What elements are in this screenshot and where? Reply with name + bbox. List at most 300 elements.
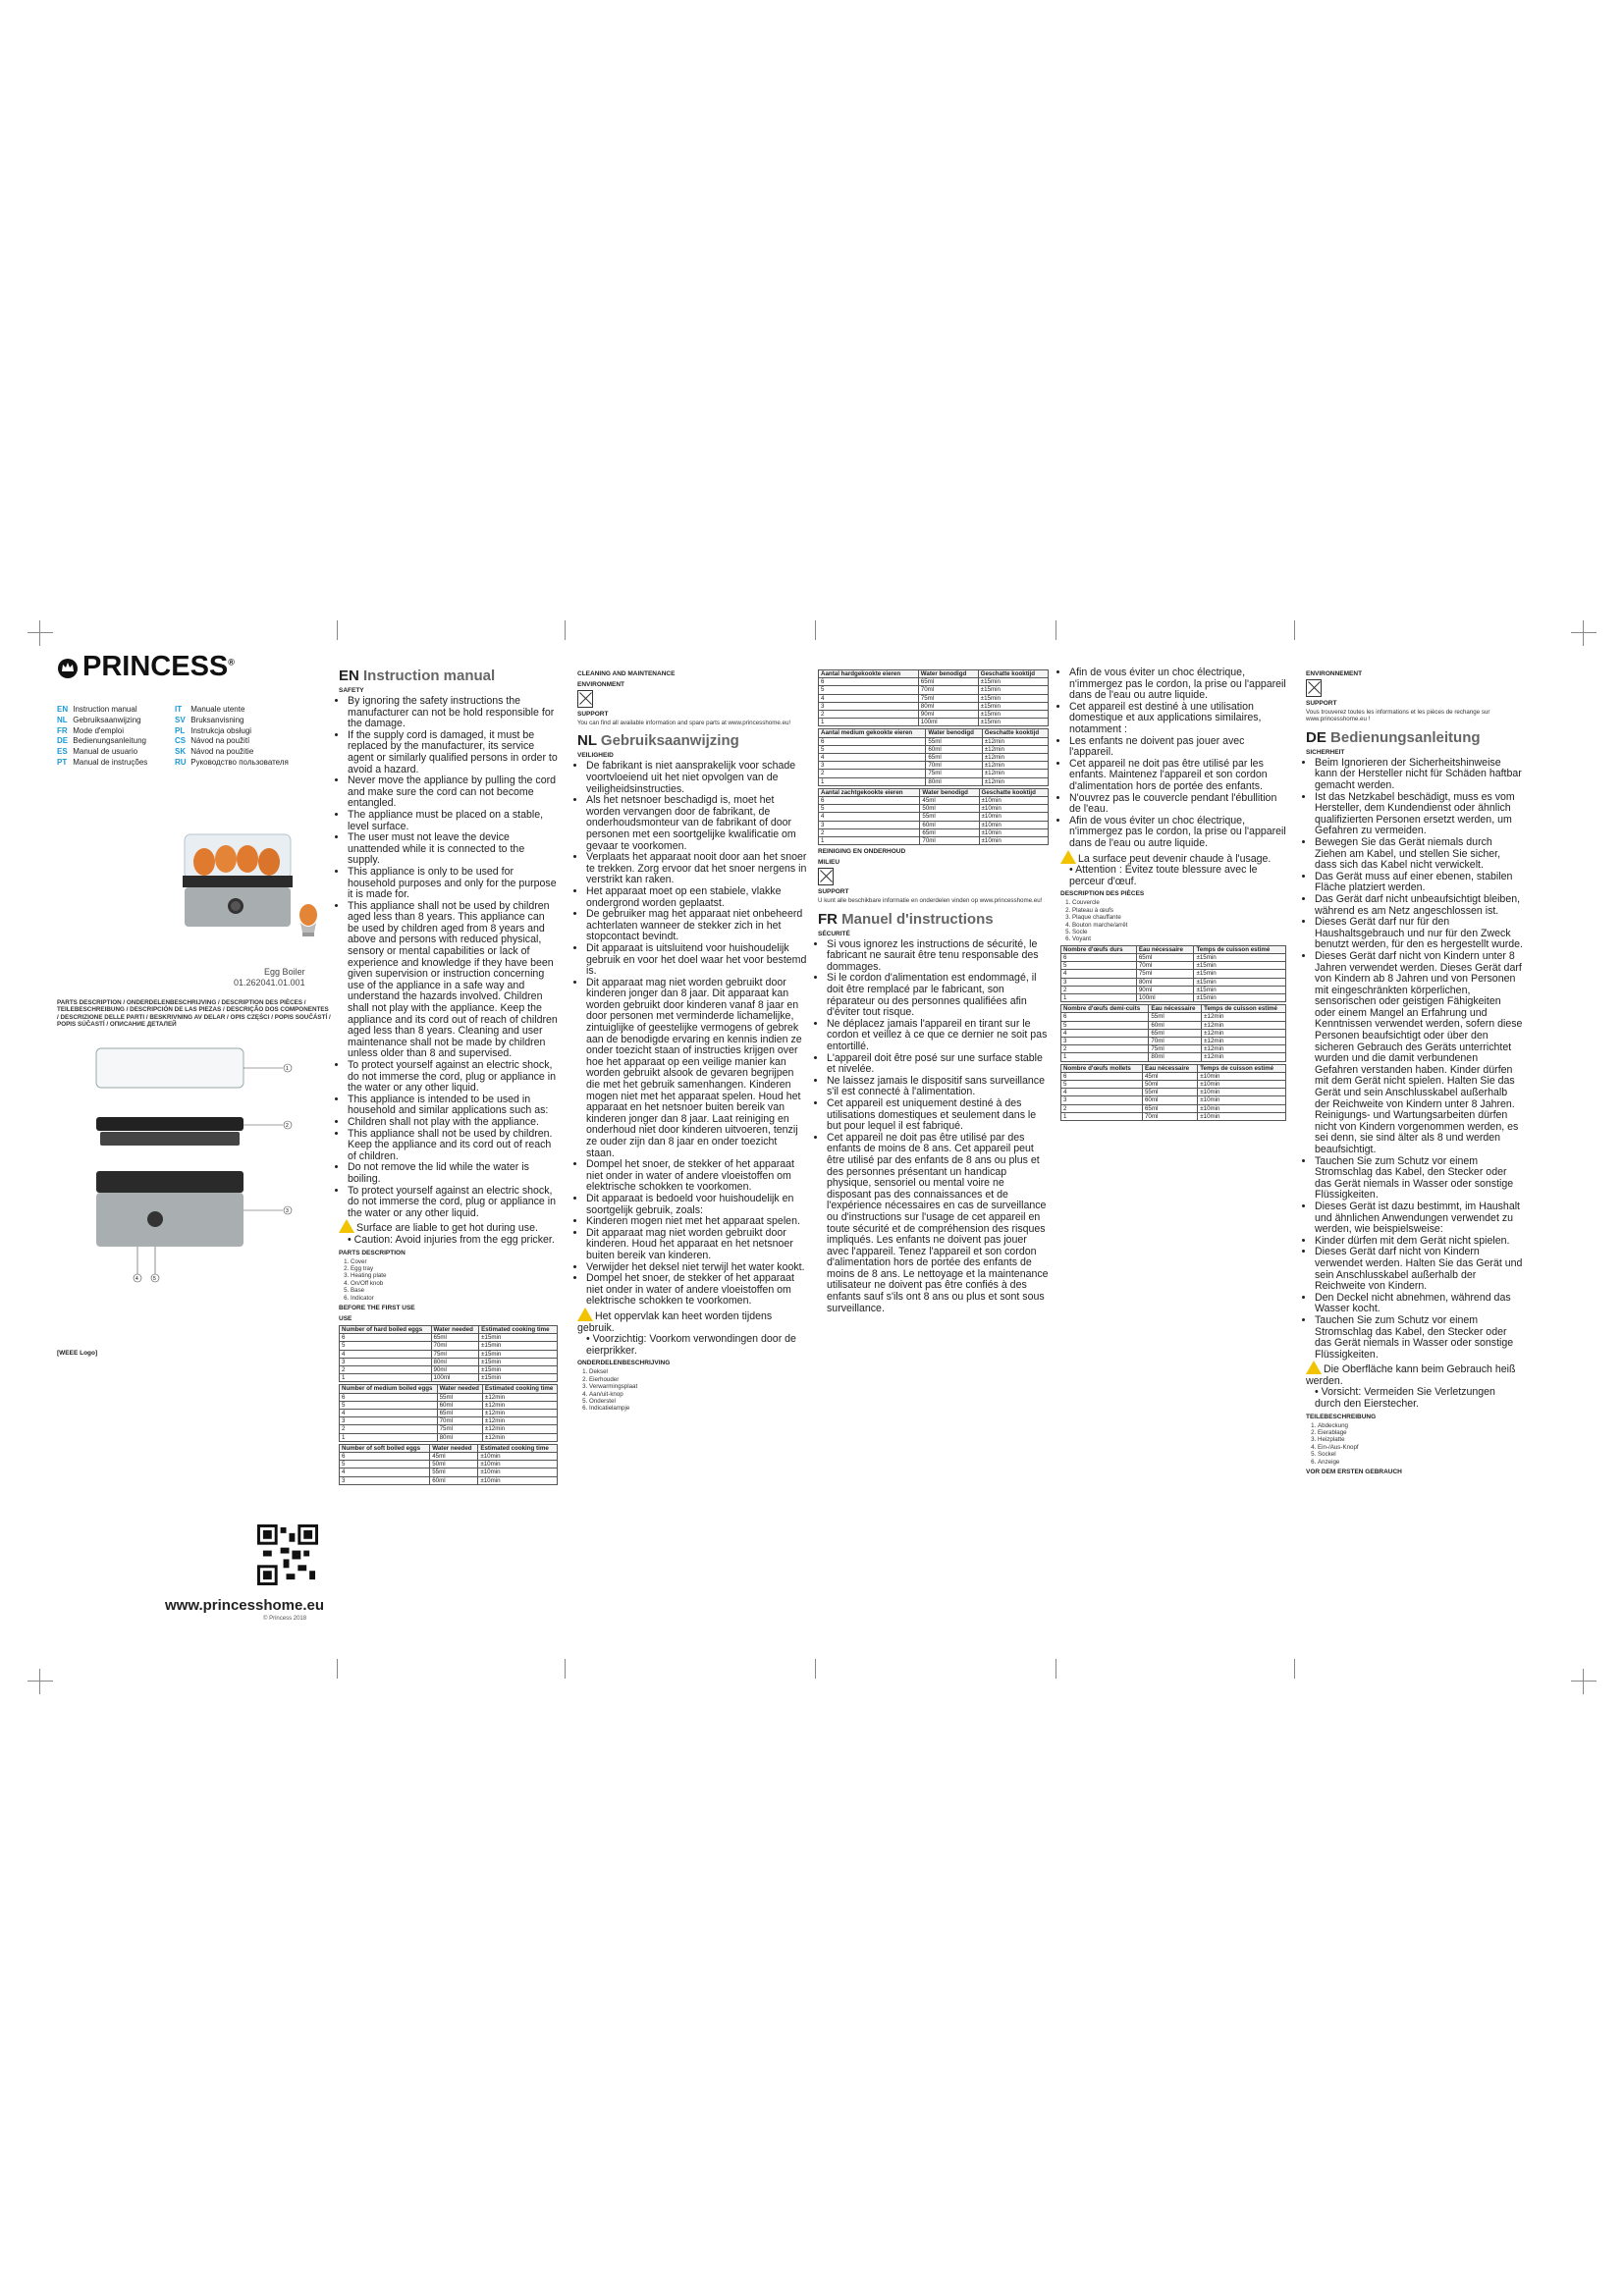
table-row [340, 1393, 558, 1401]
crown-logo-icon [57, 656, 79, 679]
table-cell: ±12min [482, 1409, 557, 1416]
table-cell: 5 [819, 686, 919, 694]
de-parts-heading: TEILEBESCHREIBUNG [1306, 1413, 1377, 1420]
table-cell: 100ml [431, 1374, 479, 1382]
table-cell: 1 [1061, 1053, 1149, 1061]
fold-mark-top [815, 620, 816, 640]
table-cell: 65ml [926, 754, 982, 762]
table-cell: 45ml [430, 1452, 478, 1460]
table-cell: 70ml [1136, 962, 1194, 970]
table-cell: 3 [340, 1358, 432, 1365]
table-cell: ±10min [979, 821, 1048, 828]
nl-environment-heading: MILIEU [818, 859, 840, 867]
table-cell: 60ml [437, 1401, 482, 1409]
table-cell: 75ml [437, 1425, 482, 1433]
table-cell: 70ml [1149, 1037, 1202, 1044]
table-cell: 5 [819, 745, 926, 753]
table-cell: 55ml [926, 737, 982, 745]
de-caution: • Vorsicht: Vermeiden Sie Verletzungen durch den Eierstecher. [1315, 1386, 1495, 1411]
table-cell: 6 [340, 1334, 432, 1342]
table-cell: 80ml [1136, 978, 1194, 986]
table-cell: ±10min [979, 828, 1048, 836]
table-cell: 55ml [920, 813, 979, 821]
table-cell: 4 [340, 1350, 432, 1358]
table-cell: 100ml [918, 719, 978, 726]
table-cell: 65ml [1142, 1104, 1197, 1112]
table-header-cell: Eau nécessaire [1136, 945, 1194, 953]
table-cell: 70ml [926, 762, 982, 770]
table-row [340, 1461, 558, 1468]
table-cell: 6 [819, 797, 920, 805]
table-cell: ±10min [1198, 1096, 1286, 1104]
egg-boiler-product-image [177, 805, 324, 952]
hot-surface-warning-icon [577, 1308, 593, 1321]
table-cell: 2 [340, 1365, 432, 1373]
table-cell: ±10min [1198, 1089, 1286, 1096]
table-cell: ±10min [979, 805, 1048, 813]
table-row [819, 770, 1049, 777]
en-first-use-heading: BEFORE THE FIRST USE [339, 1304, 415, 1311]
table-header-row [819, 788, 1049, 796]
table-row [340, 1409, 558, 1416]
table-cell: 3 [819, 702, 919, 710]
table-cell: 5 [819, 805, 920, 813]
brand-name: PRINCESS [82, 651, 229, 682]
table-cell: 65ml [918, 678, 978, 686]
table-cell: 1 [819, 837, 920, 845]
de-first-use-heading: VOR DEM ERSTEN GEBRAUCH [1306, 1468, 1402, 1476]
table-cell: 80ml [918, 702, 978, 710]
table-cell: 6 [819, 737, 926, 745]
table-row [340, 1358, 558, 1365]
en-table-hard [339, 1325, 558, 1382]
table-row [819, 737, 1049, 745]
table-row [819, 777, 1049, 785]
table-cell: 60ml [1142, 1096, 1197, 1104]
table-header-cell: Aantal hardgekookte eieren [819, 670, 919, 678]
fr-safety-list-b: • Afin de vous éviter un choc électrique, n'immergez pas le cordon, la prise ou l'appareil dans de l'eau ou autre liquide. • Cet appareil est destiné à une utilisation domestique et aux applications similaires, notamment : • Les enfants ne doivent pas jouer avec l'appareil. • Cet appareil ne doit pas être utilisé par les enfants. Maintenez l'appareil et son cordon d'alimentation hors de portée des enfants. • N'ouvrez pas le couvercle pendant l'ébullition de l'eau. • Afin de vous éviter un choc électrique, n'immergez pas le cordon, la prise ou l'appareil dans de l'eau ou autre liquide. [1060, 667, 1286, 850]
table-row [1061, 962, 1286, 970]
table-cell: 55ml [1142, 1089, 1197, 1096]
table-header-cell: Geschatte kooktijd [979, 788, 1048, 796]
table-row [1061, 1029, 1286, 1037]
table-cell: 70ml [437, 1417, 482, 1425]
table-cell: ±15min [978, 711, 1048, 719]
crossed-bin-icon [577, 690, 593, 708]
table-header-cell: Number of medium boiled eggs [340, 1385, 438, 1393]
fr-safety-heading: SÉCURITÉ [818, 930, 850, 937]
table-row [819, 837, 1049, 845]
table-cell: 1 [819, 777, 926, 785]
table-row [1061, 1080, 1286, 1088]
table-cell: 4 [819, 813, 920, 821]
table-row [1061, 986, 1286, 993]
exploded-view-diagram [86, 1039, 312, 1323]
crop-mark-top-left [27, 620, 53, 646]
table-cell: ±10min [1198, 1104, 1286, 1112]
table-row [1061, 970, 1286, 978]
table-cell: 6 [1061, 1013, 1149, 1021]
de-surface-warning: Die Oberfläche kann beim Gebrauch heiß werden. [1306, 1361, 1524, 1387]
nl-cleaning-heading: REINIGING EN ONDERHOUD [818, 848, 906, 856]
nl-parts-list: 1. Deksel 2. Eierhouder 3. Verwarmingsplaat 4. Aan/uit-knop 5. Onderstel 6. Indicatielampje [577, 1368, 808, 1412]
table-header-row [340, 1325, 558, 1333]
de-column [1306, 667, 1524, 1477]
table-row [819, 711, 1049, 719]
table-cell: 4 [1061, 1089, 1143, 1096]
fr-support-heading: SUPPORT [1306, 700, 1337, 707]
en-support-text: You can find all available information and spare parts at www.princesshome.eu! [577, 720, 791, 726]
nl-table-hard [818, 669, 1049, 726]
table-cell: 5 [340, 1342, 432, 1350]
table-cell: 50ml [430, 1461, 478, 1468]
table-row [819, 797, 1049, 805]
language-item: ES Manual de usuario [57, 747, 138, 757]
table-row [819, 754, 1049, 762]
fr-safety-list-a: • Si vous ignorez les instructions de sécurité, le fabricant ne saurait être tenu responsable des dommages. • Si le cordon d'alimentation est endommagé, il doit être remplacé par le fabricant, son réparateur ou des personnes qualifiées afin d'éviter tout risque. • Ne déplacez jamais l'appareil en tirant sur le cordon et veillez à ce que ce dernier ne soit pas entortillé. • L'appareil doit être posé sur une surface stable et nivelée. • Ne laissez jamais le dispositif sans surveillance s'il est connecté à l'alimentation. • Cet appareil est uniquement destiné à des utilisations domestiques et seulement dans le but pour lequel il est fabriqué. • Cet appareil ne doit pas être utilisé par des enfants de moins de 8 ans. Cet appareil peut être utilisé par des enfants de 8 ans ou plus et des personnes présentant un handicap physique, sensoriel ou mental voire ne disposant pas des connaissances et de l'expérience nécessaires en cas de surveillance ou d'instructions sur l'usage de cet appareil en toute sécurité et de compréhension des risques impliqués. Les enfants ne doivent pas jouer avec l'appareil. Tenez l'appareil et son cordon d'alimentation hors de portée des enfants de moins de 8 ans. Le nettoyage et la maintenance utilisateur ne doivent pas être confiés à des enfants sauf s'ils ont 8 ans ou plus et sont sous surveillance. [818, 939, 1049, 1315]
en-caution: • Caution: Avoid injuries from the egg pricker. [348, 1233, 555, 1246]
qr-code-icon [257, 1524, 318, 1585]
table-row [340, 1365, 558, 1373]
table-cell: ±10min [478, 1468, 558, 1476]
fr-surface-warning: La surface peut devenir chaude à l'usage. [1060, 850, 1286, 866]
table-header-row [340, 1385, 558, 1393]
table-cell: 3 [340, 1476, 430, 1484]
product-code: 01.262041.01.001 [234, 978, 305, 988]
table-cell: 70ml [920, 837, 979, 845]
weee-logo-placeholder: [WEEE Logo] [57, 1350, 98, 1357]
website-link[interactable]: www.princesshome.eu [165, 1597, 324, 1614]
table-cell: 2 [340, 1425, 438, 1433]
table-cell: 75ml [431, 1350, 479, 1358]
nl-parts-heading: ONDERDELENBESCHRIJVING [577, 1360, 671, 1367]
nl-table-medium [818, 728, 1049, 785]
language-item: CS Návod na použití [175, 736, 250, 746]
table-cell: 80ml [431, 1358, 479, 1365]
table-cell: 4 [1061, 1029, 1149, 1037]
table-header-row [1061, 945, 1286, 953]
table-row [819, 762, 1049, 770]
language-item: FR Mode d'emploi [57, 725, 125, 735]
table-row [819, 828, 1049, 836]
table-header-cell: Water needed [430, 1444, 478, 1452]
table-header-cell: Nombre d'œufs durs [1061, 945, 1137, 953]
language-item: NL Gebruiksaanwijzing [57, 715, 141, 724]
table-cell: 75ml [918, 694, 978, 702]
table-cell: ±10min [478, 1461, 558, 1468]
table-cell: 5 [1061, 1021, 1149, 1029]
fold-mark-bottom [815, 1659, 816, 1679]
table-header-row [819, 729, 1049, 737]
fr-support-text: Vous trouverez toutes les informations et les pièces de rechange sur www.princesshome.eu ! [1306, 709, 1490, 723]
nl-safety-heading: VEILIGHEID [577, 752, 614, 760]
table-cell: 100ml [1136, 993, 1194, 1001]
hot-surface-warning-icon [1306, 1361, 1322, 1374]
table-cell: 75ml [926, 770, 982, 777]
table-cell: ±12min [482, 1425, 557, 1433]
en-surface-warning: Surface are liable to get hot during use. [339, 1219, 558, 1235]
en-parts-heading: PARTS DESCRIPTION [339, 1249, 406, 1256]
language-item: SV Bruksanvisning [175, 715, 244, 724]
table-cell: 70ml [918, 686, 978, 694]
table-cell: 6 [340, 1393, 438, 1401]
table-cell: ±15min [479, 1358, 558, 1365]
table-cell: 6 [1061, 1072, 1143, 1080]
table-row [1061, 1053, 1286, 1061]
table-row [1061, 1045, 1286, 1053]
product-label [234, 967, 305, 988]
table-cell: 4 [340, 1468, 430, 1476]
table-cell: 55ml [437, 1393, 482, 1401]
fold-mark-bottom [1294, 1659, 1295, 1679]
table-cell: 2 [819, 828, 920, 836]
table-cell: ±10min [979, 797, 1048, 805]
fold-mark-top [337, 620, 338, 640]
table-cell: ±10min [1198, 1112, 1286, 1120]
fr-bin-icon [1306, 679, 1524, 697]
table-cell: 65ml [1136, 953, 1194, 961]
table-header-cell: Estimated cooking time [482, 1385, 557, 1393]
table-row [1061, 953, 1286, 961]
table-row [1061, 1013, 1286, 1021]
table-row [819, 821, 1049, 828]
language-item: IT Manuale utente [175, 705, 245, 714]
table-header-cell: Water needed [437, 1385, 482, 1393]
table-header-cell: Water needed [431, 1325, 479, 1333]
crossed-bin-icon [1306, 679, 1322, 697]
de-safety-list: • Beim Ignorieren der Sicherheitshinweise kann der Hersteller nicht für Schäden haftbar gemacht werden. • Ist das Netzkabel beschädigt, muss es vom Hersteller, dem Kundendienst oder ähnlich qualifizierten Personen ersetzt werden, um Gefahren zu vermeiden. • Bewegen Sie das Gerät niemals durch Ziehen am Kabel, und stellen Sie sicher, dass sich das Kabel nicht verwickelt. • Das Gerät muss auf einer ebenen, stabilen Fläche platziert werden. • Das Gerät darf nicht unbeaufsichtigt bleiben, während es am Netz angeschlossen ist. • Dieses Gerät darf nur für den Haushaltsgebrauch und nur für den Zweck benutzt werden, für den es hergestellt wurde. • Dieses Gerät darf nicht von Kindern unter 8 Jahren verwendet werden. Dieses Gerät darf von Kindern ab 8 Jahren und von Personen mit eingeschränkten körperlichen, sensorischen oder geistigen Fähigkeiten oder einem Mangel an Erfahrung und Kenntnissen verwendet werden, sofern diese Personen beaufsichtigt oder über den sicheren Gebrauch des Geräts unterrichtet wurden und die damit verbundenen Gefahren verstanden haben. Kinder dürfen mit dem Gerät nicht spielen. Halten Sie das Gerät und sein Anschlusskabel außerhalb der Reichweite von Kindern unter 8 Jahren. Reinigungs- und Wartungsarbeiten dürfen nicht von Kindern vorgenommen werden, es sei denn, sie sind älter als 8 und werden beaufsichtigt. • Tauchen Sie zum Schutz vor einem Stromschlag das Kabel, den Stecker oder das Gerät niemals in Wasser oder sonstige Flüssigkeiten. • Dieses Gerät ist dazu bestimmt, im Haushalt und ähnlichen Anwendungen verwendet zu werden, wie beispielsweise: • Kinder dürfen mit dem Gerät nicht spielen. • Dieses Gerät darf nicht von Kindern verwendet werden. Halten Sie das Gerät und sein Anschlusskabel außerhalb der Reichweite von Kindern. • Den Deckel nicht abnehmen, während das Wasser kocht. • Tauchen Sie zum Schutz vor einem Stromschlag das Kabel, den Stecker oder das Gerät niemals in Wasser oder sonstige Flüssigkeiten. [1306, 758, 1524, 1361]
nl-fr-column [818, 667, 1049, 1314]
table-cell: 60ml [430, 1476, 478, 1484]
language-item: PT Manual de instruções [57, 757, 148, 767]
table-cell: ±15min [978, 719, 1048, 726]
table-cell: 80ml [926, 777, 982, 785]
table-cell: 6 [1061, 953, 1137, 961]
table-cell: 65ml [431, 1334, 479, 1342]
table-row [1061, 1037, 1286, 1044]
language-item: EN Instruction manual [57, 705, 137, 714]
table-cell: 60ml [1149, 1021, 1202, 1029]
en-parts-list: 1. Cover 2. Egg tray 3. Heating plate 4. On/Off knob 5. Base 6. Indicator [339, 1258, 558, 1302]
table-header-cell: Number of soft boiled eggs [340, 1444, 430, 1452]
parts-description-header: PARTS DESCRIPTION / ONDERDELENBESCHRIJVING / DESCRIPTION DES PIÈCES / TEILEBESCHREIBUNG / DESCRIPCIÓN DE LAS PIEZAS / DESCRIÇÃO DOS COMPONENTES / DESCRIZIONE DELLE PARTI / BESKRIVNING AV DELAR / OPIS CZĘŚCI / POPIS SOUČÁSTÍ / POPIS SÚČASTÍ / ОПИСАНИЕ ДЕТАЛЕЙ [57, 999, 331, 1029]
table-cell: 2 [819, 711, 919, 719]
table-cell: 80ml [1149, 1053, 1202, 1061]
table-cell: 90ml [1136, 986, 1194, 993]
table-cell: 4 [819, 754, 926, 762]
table-cell: 1 [1061, 993, 1137, 1001]
nl-support-heading: SUPPORT [818, 888, 849, 896]
language-list [57, 705, 322, 769]
fold-mark-bottom [337, 1659, 338, 1679]
table-cell: 90ml [431, 1365, 479, 1373]
table-cell: 2 [1061, 1104, 1143, 1112]
table-cell: 1 [340, 1374, 432, 1382]
en-table-soft [339, 1444, 558, 1485]
en-nl-column [577, 667, 808, 1413]
en-title: EN Instruction manual [339, 667, 496, 684]
table-row [1061, 1089, 1286, 1096]
table-row [819, 686, 1049, 694]
table-header-cell: Estimated cooking time [478, 1444, 558, 1452]
table-cell: 2 [1061, 1045, 1149, 1053]
table-cell: ±12min [982, 754, 1048, 762]
table-cell: ±12min [982, 777, 1048, 785]
table-cell: 50ml [1142, 1080, 1197, 1088]
table-cell: ±10min [1198, 1072, 1286, 1080]
table-header-row [340, 1444, 558, 1452]
table-cell: ±12min [1202, 1037, 1286, 1044]
table-header-cell: Eau nécessaire [1149, 1005, 1202, 1013]
table-cell: 5 [1061, 1080, 1143, 1088]
table-row [1061, 1096, 1286, 1104]
table-cell: ±12min [482, 1401, 557, 1409]
table-row [1061, 1021, 1286, 1029]
table-cell: ±12min [482, 1417, 557, 1425]
fr-parts-heading: DESCRIPTION DES PIÈCES [1060, 890, 1145, 898]
table-row [340, 1433, 558, 1441]
en-use-heading: USE [339, 1314, 352, 1322]
nl-table-soft [818, 788, 1049, 845]
table-cell: 45ml [1142, 1072, 1197, 1080]
fr-table-hard [1060, 945, 1286, 1002]
table-row [340, 1401, 558, 1409]
table-cell: 1 [819, 719, 919, 726]
language-item: RU Руководство пользователя [175, 757, 289, 767]
table-cell: ±12min [482, 1393, 557, 1401]
table-cell: 45ml [920, 797, 979, 805]
svg-text:2: 2 [286, 1123, 289, 1129]
table-cell: ±10min [979, 837, 1048, 845]
table-cell: ±12min [982, 770, 1048, 777]
table-cell: 75ml [1136, 970, 1194, 978]
table-row [340, 1342, 558, 1350]
table-cell: 3 [340, 1417, 438, 1425]
table-cell: 1 [340, 1433, 438, 1441]
table-row [1061, 993, 1286, 1001]
table-header-cell: Aantal zachtgekookte eieren [819, 788, 920, 796]
hot-surface-warning-icon [1060, 850, 1076, 864]
table-cell: 4 [819, 694, 919, 702]
nl-support-text: U kunt alle beschikbare informatie en onderdelen vinden op www.princesshome.eu! [818, 897, 1043, 905]
table-header-cell: Nombre d'œufs demi-cuits [1061, 1005, 1149, 1013]
table-cell: ±15min [978, 694, 1048, 702]
table-cell: ±15min [1194, 986, 1286, 993]
table-cell: 55ml [430, 1468, 478, 1476]
table-cell: 3 [819, 762, 926, 770]
nl-surface-warning: Het oppervlak kan heet worden tijdens gebruik. [577, 1308, 808, 1334]
table-cell: 2 [819, 770, 926, 777]
crossed-bin-icon [818, 868, 834, 885]
table-cell: ±15min [479, 1350, 558, 1358]
de-safety-heading: SICHERHEIT [1306, 748, 1345, 756]
table-cell: 70ml [1142, 1112, 1197, 1120]
table-cell: 55ml [1149, 1013, 1202, 1021]
table-cell: 5 [340, 1401, 438, 1409]
table-cell: ±10min [979, 813, 1048, 821]
table-header-row [1061, 1064, 1286, 1072]
svg-text:3: 3 [286, 1208, 289, 1214]
nl-bin-icon [818, 868, 1049, 885]
language-item: PL Instrukcja obsługi [175, 725, 252, 735]
table-cell: 50ml [920, 805, 979, 813]
table-cell: ±15min [479, 1374, 558, 1382]
table-cell: 80ml [437, 1433, 482, 1441]
table-cell: ±15min [978, 686, 1048, 694]
table-cell: 70ml [431, 1342, 479, 1350]
table-cell: 3 [819, 821, 920, 828]
table-row [340, 1334, 558, 1342]
en-bin-icon [577, 690, 808, 708]
en-environment-heading: ENVIRONMENT [577, 681, 625, 688]
table-cell: ±12min [1202, 1045, 1286, 1053]
table-cell: ±15min [1194, 953, 1286, 961]
table-row [1061, 1072, 1286, 1080]
language-item: DE Bedienungsanleitung [57, 736, 146, 746]
table-header-cell: Temps de cuisson estimé [1198, 1064, 1286, 1072]
de-title: DE Bedienungsanleitung [1306, 728, 1481, 746]
table-row [819, 813, 1049, 821]
table-header-cell: Number of hard boiled eggs [340, 1325, 432, 1333]
table-row [819, 694, 1049, 702]
table-header-cell: Estimated cooking time [479, 1325, 558, 1333]
document-code: © Princess 2018 [263, 1616, 307, 1622]
en-safety-heading: SAFETY [339, 687, 364, 694]
table-row [340, 1425, 558, 1433]
nl-title: NL Gebruiksaanwijzing [577, 732, 739, 750]
table-header-row [819, 670, 1049, 678]
table-cell: ±12min [982, 762, 1048, 770]
table-cell: ±10min [478, 1452, 558, 1460]
table-cell: 65ml [920, 828, 979, 836]
table-cell: 5 [1061, 962, 1137, 970]
table-row [1061, 978, 1286, 986]
table-cell: ±15min [1194, 962, 1286, 970]
crop-mark-bottom-left [27, 1669, 53, 1694]
table-row [1061, 1104, 1286, 1112]
table-cell: ±12min [982, 737, 1048, 745]
en-table-medium [339, 1384, 558, 1441]
table-cell: ±12min [1202, 1029, 1286, 1037]
crop-mark-bottom-right [1571, 1669, 1597, 1694]
hot-surface-warning-icon [339, 1219, 354, 1233]
table-cell: 60ml [926, 745, 982, 753]
table-cell: ±10min [478, 1476, 558, 1484]
table-row [1061, 1112, 1286, 1120]
svg-text:4: 4 [135, 1276, 138, 1282]
table-header-cell: Geschatte kooktijd [982, 729, 1048, 737]
table-row [819, 678, 1049, 686]
table-cell: 6 [340, 1452, 430, 1460]
table-row [340, 1468, 558, 1476]
en-safety-list: • By ignoring the safety instructions the manufacturer can not be hold responsible for the damage. • If the supply cord is damaged, it must be replaced by the manufacturer, its service agent or similarly qualified persons in order to avoid a hazard. • Never move the appliance by pulling the cord and make sure the cord can not become entangled. • The appliance must be placed on a stable, level surface. • The user must not leave the device unattended while it is connected to the supply. • This appliance is only to be used for household purposes and only for the purpose it is made for. • This appliance shall not be used by children aged less than 8 years. This appliance can be used by children aged from 8 years and above and persons with reduced physical, sensory or mental capabilities or lack of experience and knowledge if they have been given supervision or instruction concerning use of the appliance in a safe way and understand the hazards involved. Children shall not play with the appliance. Keep the appliance and its cord out of reach of children aged less than 8 years. Cleaning and user maintenance shall not be made by children unless older than 8 and supervised. • To protect yourself against an electric shock, do not immerse the cord, plug or appliance in the water or any other liquid. • This appliance is intended to be used in household and similar applications such as: • Children shall not play with the appliance. • This appliance shall not be used by children. Keep the appliance and its cord out of reach of children. • Do not remove the lid while the water is boiling. • To protect yourself against an electric shock, do not immerse the cord, plug or appliance in the water or any other liquid. [339, 696, 558, 1219]
table-cell: 65ml [437, 1409, 482, 1416]
svg-text:1: 1 [286, 1066, 289, 1072]
table-row [340, 1476, 558, 1484]
table-cell: 3 [1061, 978, 1137, 986]
nl-caution: • Voorzichtig: Voorkom verwondingen door de eierprikker. [586, 1333, 796, 1357]
table-cell: 3 [1061, 1037, 1149, 1044]
en-column [339, 667, 558, 1487]
table-cell: ±12min [982, 745, 1048, 753]
product-name: Egg Boiler [264, 967, 305, 977]
language-item: SK Návod na použitie [175, 747, 254, 757]
table-row [340, 1350, 558, 1358]
table-row [819, 719, 1049, 726]
table-cell: 65ml [1149, 1029, 1202, 1037]
table-cell: 75ml [1149, 1045, 1202, 1053]
table-cell: 1 [1061, 1112, 1143, 1120]
